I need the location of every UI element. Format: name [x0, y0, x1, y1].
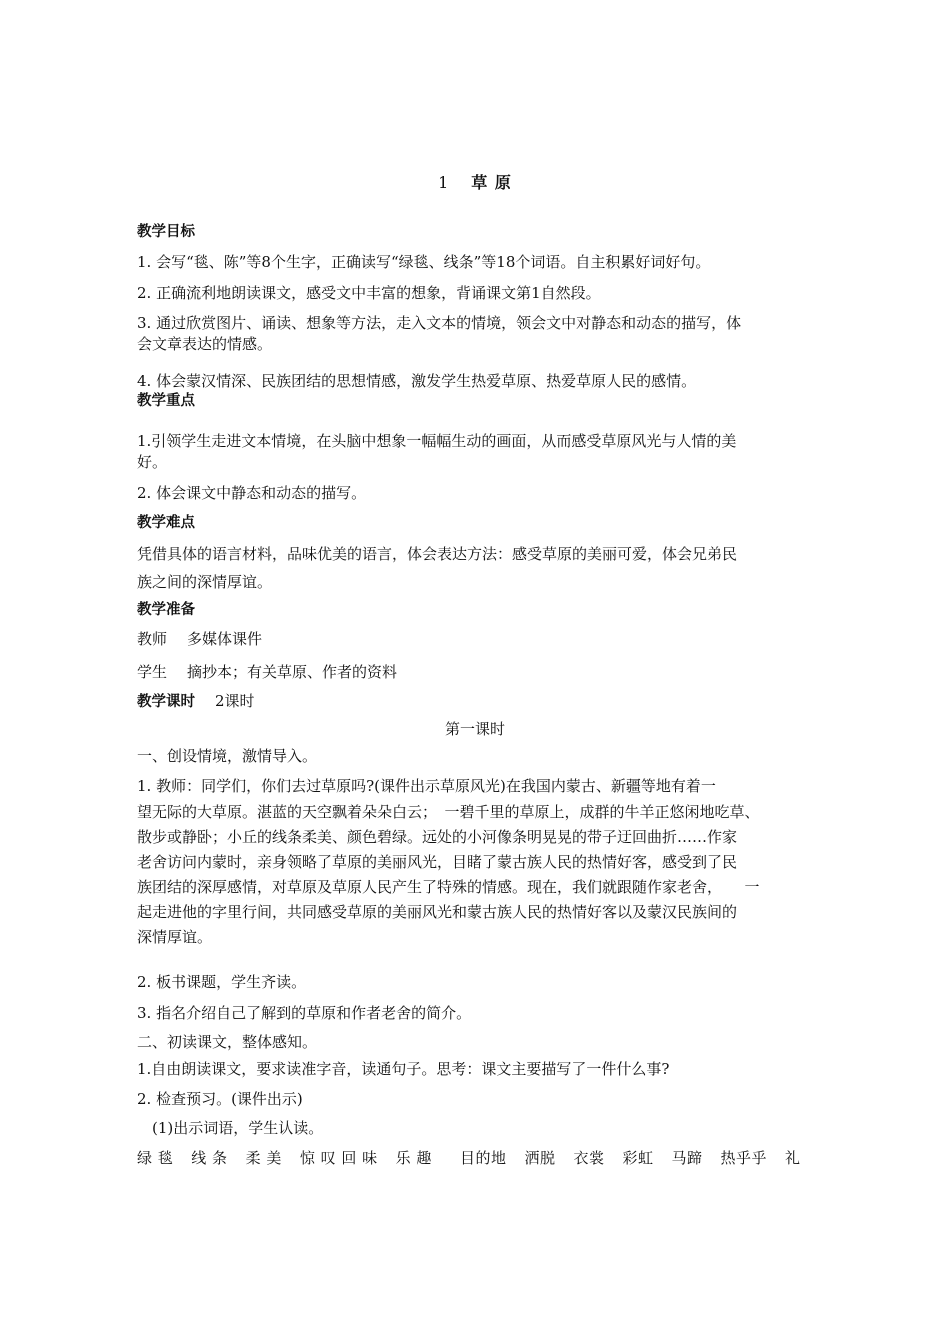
step-3: 3. 指名介绍自己了解到的草原和作者老舍的简介。 — [137, 1004, 472, 1022]
vocab-word: 乐 趣 — [395, 1149, 432, 1167]
student-label: 学生 — [137, 663, 168, 681]
intro-para-line-5: 族团结的深厚感情，对草原及草原人民产生了特殊的情感。现在，我们就跟随作家老舍， 一 — [137, 878, 760, 896]
objective-2: 2. 正确流利地朗读课文，感受文中丰富的想象，背诵课文第1自然段。 — [137, 284, 601, 302]
section-2-step-1: 1.自由朗读课文，要求读准字音，读通句子。思考：课文主要描写了一件什么事? — [137, 1060, 670, 1078]
vocab-word: 柔 美 — [245, 1149, 282, 1167]
key-points-heading: 教学重点 — [137, 393, 195, 409]
intro-para-line-7: 深情厚谊。 — [137, 928, 213, 946]
vocab-word: 线 条 — [191, 1149, 228, 1167]
section-2-step-2: 2. 检查预习。(课件出示) — [137, 1090, 303, 1108]
page-title — [0, 170, 950, 193]
lesson-title: 第一课时 — [444, 720, 505, 738]
section-1-heading: 一、创设情境，激情导入。 — [137, 747, 318, 765]
intro-para-line-1: 1. 教师：同学们，你们去过草原吗?(课件出示草原风光)在我国内蒙古、新疆等地有着一 — [137, 777, 716, 795]
section-2-heading: 二、初读课文，整体感知。 — [137, 1033, 318, 1051]
step-2: 2. 板书课题，学生齐读。 — [137, 973, 307, 991]
lesson-number: 1 — [438, 173, 450, 192]
objective-1: 1. 会写“毯、陈”等8个生字，正确读写“绿毯、线条”等18个词语。自主积累好词好句。 — [137, 253, 711, 271]
vocab-word: 绿 毯 — [137, 1149, 174, 1167]
vocab-word: 礼 — [785, 1149, 801, 1167]
duration-row — [137, 690, 807, 713]
preparation-student — [137, 661, 807, 683]
lesson-title: 草 原 — [471, 173, 512, 192]
key-point-2: 2. 体会课文中静态和动态的描写。 — [137, 484, 367, 502]
sub-step-1: (1)出示词语，学生认读。 — [152, 1119, 324, 1137]
objective-4: 4. 体会蒙汉情深、民族团结的思想情感，激发学生热爱草原、热爱草原人民的感情。 — [137, 372, 697, 390]
vocab-word: 洒脱 — [524, 1149, 556, 1167]
difficulties-line-2: 族之间的深情厚谊。 — [137, 573, 273, 591]
duration-heading: 教学课时 — [137, 694, 195, 710]
intro-para-line-3: 散步或静卧；小丘的线条柔美、颜色碧绿。远处的小河像条明晃晃的带子迂回曲折……作家 — [137, 828, 738, 846]
teacher-label: 教师 — [137, 630, 168, 648]
objectives-heading: 教学目标 — [137, 224, 195, 240]
key-point-1: 1.引领学生走进文本情境，在头脑中想象一幅幅生动的画面，从而感受草原风光与人情的美 — [137, 432, 737, 450]
student-value: 摘抄本；有关草原、作者的资料 — [187, 663, 398, 681]
teacher-value: 多媒体课件 — [187, 630, 263, 648]
intro-para-line-4: 老舍访问内蒙时，亲身领略了草原的美丽风光，目睹了蒙古族人民的热情好客，感受到了民 — [137, 853, 738, 871]
vocab-word: 马蹄 — [671, 1149, 703, 1167]
vocab-word: 衣裳 — [573, 1149, 605, 1167]
vocab-word: 惊 叹 回 味 — [299, 1149, 378, 1167]
objective-3-cont: 会文章表达的情感。 — [137, 335, 273, 353]
vocabulary-list — [137, 1147, 807, 1169]
vocab-word: 彩虹 — [622, 1149, 654, 1167]
vocab-word: 目的地 — [459, 1149, 507, 1167]
intro-para-line-6: 起走进他的字里行间，共同感受草原的美丽风光和蒙古族人民的热情好客以及蒙汉民族间的 — [137, 903, 738, 921]
difficulties-heading: 教学难点 — [137, 515, 195, 531]
key-point-1-cont: 好。 — [137, 453, 168, 471]
objective-3: 3. 通过欣赏图片、诵读、想象等方法，走入文本的情境，领会文中对静态和动态的描写，体 — [137, 314, 742, 332]
vocab-word: 热乎乎 — [720, 1149, 768, 1167]
duration-value: 2课时 — [215, 692, 255, 710]
difficulties-line-1: 凭借具体的语言材料，品味优美的语言，体会表达方法：感受草原的美丽可爱，体会兄弟民 — [137, 545, 738, 563]
preparation-teacher — [137, 628, 807, 650]
preparation-heading: 教学准备 — [137, 602, 195, 618]
intro-para-line-2: 望无际的大草原。湛蓝的天空飘着朵朵白云； 一碧千里的草原上，成群的牛羊正悠闲地吃草、 — [137, 803, 760, 821]
